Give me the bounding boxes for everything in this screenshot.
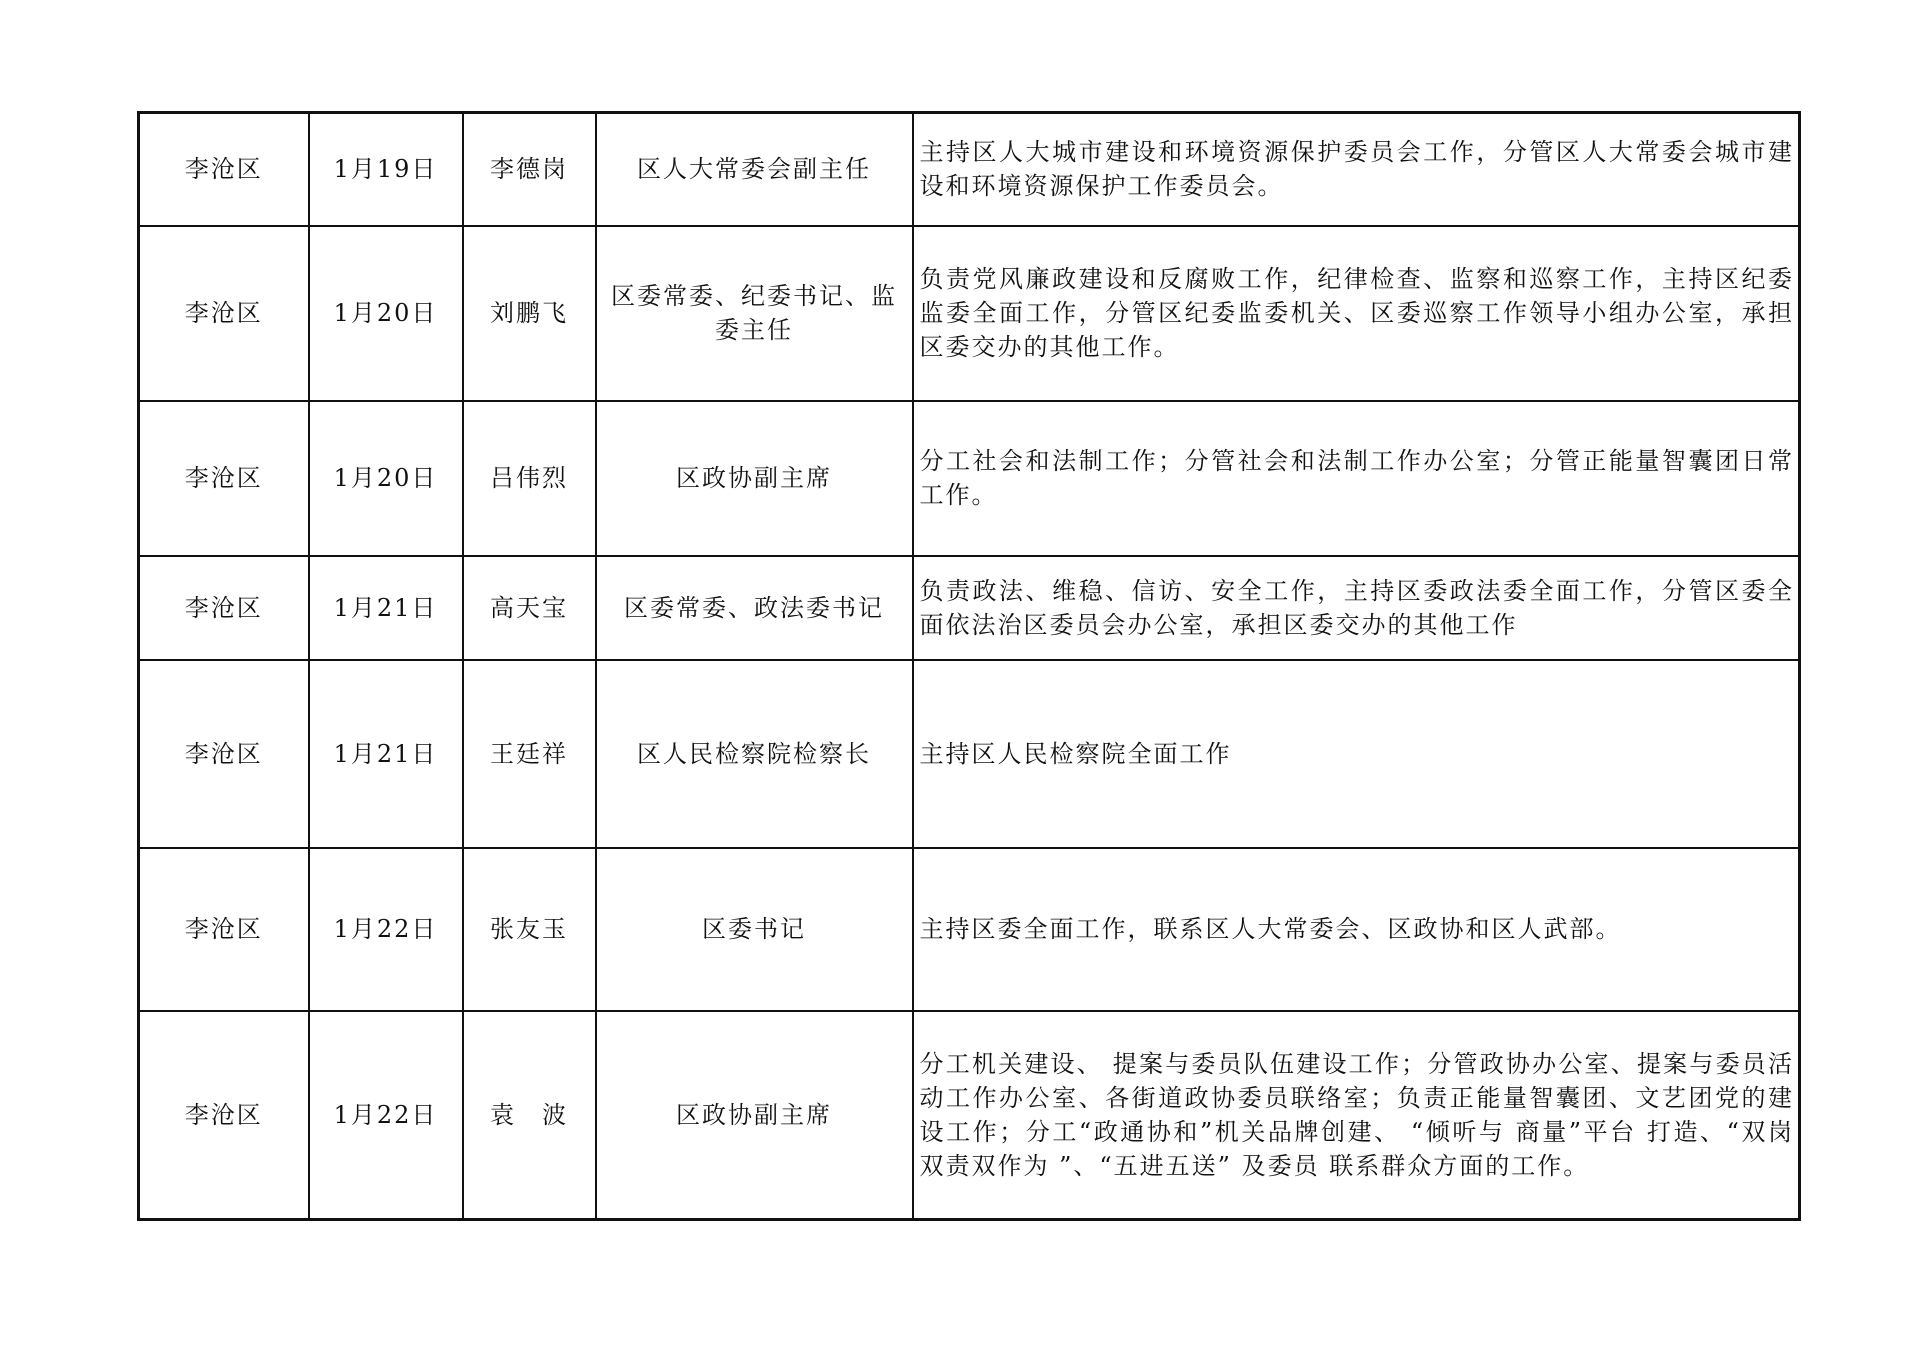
district-cell: 李沧区	[139, 556, 309, 660]
district-cell: 李沧区	[139, 660, 309, 848]
name-cell: 高天宝	[463, 556, 596, 660]
district-cell: 李沧区	[139, 226, 309, 401]
district-cell: 李沧区	[139, 113, 309, 226]
position-cell: 区人民检察院检察长	[596, 660, 913, 848]
position-cell: 区委常委、纪委书记、监委主任	[596, 226, 913, 401]
duties-cell: 主持区委全面工作，联系区人大常委会、区政协和区人武部。	[913, 848, 1800, 1011]
date-cell: 1月20日	[309, 401, 463, 556]
date-cell: 1月19日	[309, 113, 463, 226]
date-cell: 1月22日	[309, 848, 463, 1011]
district-cell: 李沧区	[139, 401, 309, 556]
name-cell: 李德岗	[463, 113, 596, 226]
position-cell: 区政协副主席	[596, 401, 913, 556]
duties-cell: 负责党风廉政建设和反腐败工作，纪律检查、监察和巡察工作，主持区纪委监委全面工作，分管区纪委监委机关、区委巡察工作领导小组办公室，承担区委交办的其他工作。	[913, 226, 1800, 401]
table-row	[139, 1011, 1800, 1220]
name-cell: 张友玉	[463, 848, 596, 1011]
position-cell: 区政协副主席	[596, 1011, 913, 1220]
duties-cell: 分工社会和法制工作；分管社会和法制工作办公室；分管正能量智囊团日常工作。	[913, 401, 1800, 556]
table-row	[139, 401, 1800, 556]
position-cell: 区委书记	[596, 848, 913, 1011]
district-cell: 李沧区	[139, 1011, 309, 1220]
duties-cell: 主持区人民检察院全面工作	[913, 660, 1800, 848]
date-cell: 1月21日	[309, 660, 463, 848]
name-cell: 袁 波	[463, 1011, 596, 1220]
name-cell: 刘鹏飞	[463, 226, 596, 401]
table-row	[139, 226, 1800, 401]
date-cell: 1月21日	[309, 556, 463, 660]
date-cell: 1月22日	[309, 1011, 463, 1220]
position-cell: 区人大常委会副主任	[596, 113, 913, 226]
name-cell: 王廷祥	[463, 660, 596, 848]
schedule-table	[137, 111, 1801, 1221]
table-row	[139, 556, 1800, 660]
district-cell: 李沧区	[139, 848, 309, 1011]
duties-cell: 分工机关建设、 提案与委员队伍建设工作；分管政协办公室、提案与委员活动工作办公室、各街道政协委员联络室；负责正能量智囊团、文艺团党的建设工作；分工“政通协和”机关品牌创建、 “倾听与 商量”平台 打造、“双岗双责双作为 ”、“五进五送” 及委员 联系群众方面的工作。	[913, 1011, 1800, 1220]
table-row	[139, 848, 1800, 1011]
duties-cell: 主持区人大城市建设和环境资源保护委员会工作，分管区人大常委会城市建设和环境资源保护工作委员会。	[913, 113, 1800, 226]
duties-cell: 负责政法、维稳、信访、安全工作，主持区委政法委全面工作，分管区委全面依法治区委员会办公室，承担区委交办的其他工作	[913, 556, 1800, 660]
date-cell: 1月20日	[309, 226, 463, 401]
table-row	[139, 113, 1800, 226]
table-row	[139, 660, 1800, 848]
name-cell: 吕伟烈	[463, 401, 596, 556]
position-cell: 区委常委、政法委书记	[596, 556, 913, 660]
